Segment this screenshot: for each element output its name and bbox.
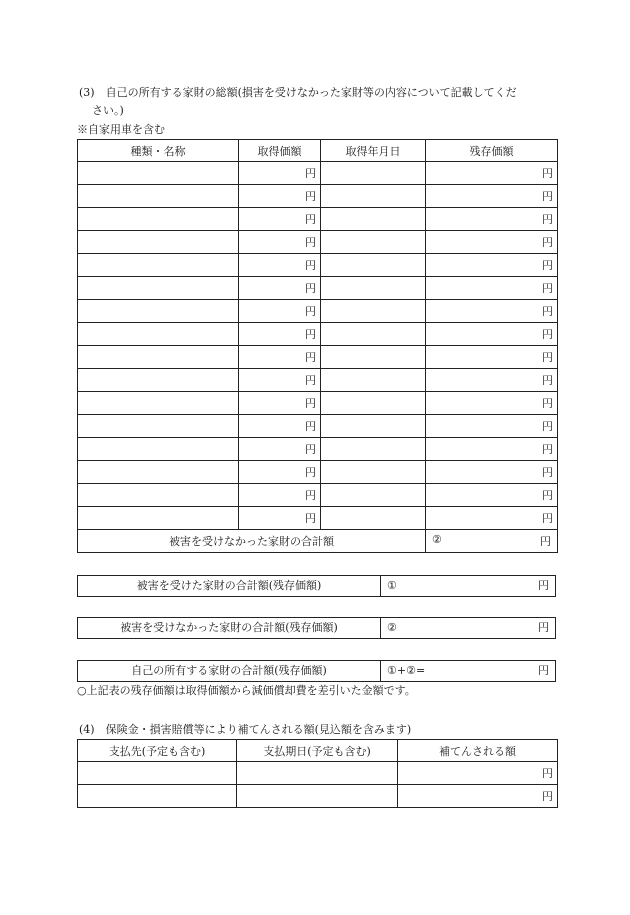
cell-acquisition-date[interactable] <box>321 323 426 346</box>
cell-residual-value[interactable] <box>426 208 558 231</box>
cell-acquisition-date[interactable] <box>321 277 426 300</box>
assets-table <box>77 139 558 553</box>
cell-residual-value[interactable] <box>426 185 558 208</box>
table-row <box>78 277 558 300</box>
cell-acquisition-date[interactable] <box>321 369 426 392</box>
cell-acquisition-price[interactable] <box>239 369 321 392</box>
cell-residual-value[interactable] <box>426 254 558 277</box>
unit-label: 円 <box>305 351 316 364</box>
cell-payer[interactable] <box>78 762 237 785</box>
cell-acquisition-price[interactable] <box>239 208 321 231</box>
cell-residual-value[interactable] <box>426 438 558 461</box>
total-label: 被害を受けなかった家財の合計額 <box>78 530 426 553</box>
unit-label: 円 <box>542 397 553 410</box>
unit-label: 円 <box>542 767 553 780</box>
cell-acquisition-price[interactable] <box>239 231 321 254</box>
summary-undamaged-unit: 円 <box>538 621 549 634</box>
cell-name[interactable] <box>78 461 239 484</box>
cell-acquisition-date[interactable] <box>321 392 426 415</box>
cell-residual-value[interactable] <box>426 461 558 484</box>
assets-table-header <box>78 140 558 162</box>
cell-compensated-amount[interactable] <box>398 785 558 808</box>
summary-owned-unit: 円 <box>538 664 549 677</box>
cell-name[interactable] <box>78 300 239 323</box>
cell-name[interactable] <box>78 162 239 185</box>
cell-name[interactable] <box>78 415 239 438</box>
cell-residual-value[interactable] <box>426 231 558 254</box>
unit-label: 円 <box>542 236 553 249</box>
unit-label: 円 <box>542 282 553 295</box>
cell-name[interactable] <box>78 392 239 415</box>
unit-label: 円 <box>542 328 553 341</box>
col-header-acquisition-date: 取得年月日 <box>321 140 426 162</box>
cell-acquisition-price[interactable] <box>239 392 321 415</box>
cell-acquisition-price[interactable] <box>239 254 321 277</box>
cell-residual-value[interactable] <box>426 507 558 530</box>
unit-label: 円 <box>542 443 553 456</box>
cell-acquisition-date[interactable] <box>321 438 426 461</box>
cell-acquisition-price[interactable] <box>239 323 321 346</box>
unit-label: 円 <box>542 374 553 387</box>
summary-damaged-label: 被害を受けた家財の合計額(残存価額) <box>78 576 381 596</box>
cell-residual-value[interactable] <box>426 277 558 300</box>
table-row <box>78 208 558 231</box>
unit-label: 円 <box>305 167 316 180</box>
cell-acquisition-date[interactable] <box>321 185 426 208</box>
cell-residual-value[interactable] <box>426 484 558 507</box>
unit-label: 円 <box>305 259 316 272</box>
table-row <box>78 346 558 369</box>
cell-payment-date[interactable] <box>237 785 398 808</box>
summary-owned-mark: ①+②= <box>387 664 426 677</box>
col-header-residual-value: 残存価額 <box>426 140 558 162</box>
summary-undamaged-label: 被害を受けなかった家財の合計額(残存価額) <box>78 618 381 638</box>
cell-acquisition-date[interactable] <box>321 254 426 277</box>
cell-residual-value[interactable] <box>426 369 558 392</box>
cell-acquisition-date[interactable] <box>321 461 426 484</box>
unit-label: 円 <box>305 489 316 502</box>
table-row <box>78 300 558 323</box>
cell-acquisition-price[interactable] <box>239 438 321 461</box>
cell-acquisition-price[interactable] <box>239 507 321 530</box>
cell-acquisition-date[interactable] <box>321 507 426 530</box>
cell-acquisition-date[interactable] <box>321 484 426 507</box>
section3-heading-line2: さい。) <box>92 104 124 117</box>
unit-label: 円 <box>542 351 553 364</box>
table-row <box>78 415 558 438</box>
cell-payer[interactable] <box>78 785 237 808</box>
total-unit: 円 <box>540 535 551 548</box>
unit-label: 円 <box>305 466 316 479</box>
cell-name[interactable] <box>78 231 239 254</box>
unit-label: 円 <box>305 190 316 203</box>
cell-name[interactable] <box>78 323 239 346</box>
cell-acquisition-date[interactable] <box>321 415 426 438</box>
summary-damaged-mark: ① <box>387 579 397 592</box>
table-row <box>78 254 558 277</box>
table-row <box>78 507 558 530</box>
summary-damaged-total <box>77 575 556 597</box>
section4-heading: (4) 保険金・損害賠償等により補てんされる額(見込額を含みます) <box>79 723 412 736</box>
cell-acquisition-price[interactable] <box>239 484 321 507</box>
table-row <box>78 484 558 507</box>
total-mark: ② <box>432 533 442 546</box>
unit-label: 円 <box>305 305 316 318</box>
cell-compensated-amount[interactable] <box>398 762 558 785</box>
unit-label: 円 <box>542 790 553 803</box>
cell-acquisition-date[interactable] <box>321 346 426 369</box>
total-value[interactable] <box>426 530 558 553</box>
cell-name[interactable] <box>78 438 239 461</box>
cell-acquisition-date[interactable] <box>321 231 426 254</box>
cell-residual-value[interactable] <box>426 300 558 323</box>
compensation-table <box>77 739 558 808</box>
cell-name[interactable] <box>78 369 239 392</box>
col-header-acquisition-price: 取得価額 <box>239 140 321 162</box>
cell-acquisition-date[interactable] <box>321 300 426 323</box>
section3-note: ※自家用車を含む <box>77 123 165 136</box>
unit-label: 円 <box>305 213 316 226</box>
table-total-row <box>78 530 558 553</box>
col-header-payer: 支払先(予定も含む) <box>78 740 237 762</box>
cell-residual-value[interactable] <box>426 346 558 369</box>
summary-damaged-unit: 円 <box>538 579 549 592</box>
summary-undamaged-mark: ② <box>387 621 397 634</box>
unit-label: 円 <box>542 213 553 226</box>
cell-acquisition-date[interactable] <box>321 162 426 185</box>
table-row <box>78 323 558 346</box>
col-header-name: 種類・名称 <box>78 140 239 162</box>
cell-name[interactable] <box>78 346 239 369</box>
unit-label: 円 <box>305 236 316 249</box>
unit-label: 円 <box>542 489 553 502</box>
cell-acquisition-price[interactable] <box>239 300 321 323</box>
table-row <box>78 185 558 208</box>
cell-name[interactable] <box>78 484 239 507</box>
cell-acquisition-price[interactable] <box>239 346 321 369</box>
table-row <box>78 438 558 461</box>
table-row <box>78 231 558 254</box>
col-header-compensated-amount: 補てんされる額 <box>398 740 558 762</box>
cell-residual-value[interactable] <box>426 415 558 438</box>
cell-residual-value[interactable] <box>426 162 558 185</box>
unit-label: 円 <box>542 190 553 203</box>
cell-acquisition-price[interactable] <box>239 461 321 484</box>
unit-label: 円 <box>542 259 553 272</box>
cell-name[interactable] <box>78 254 239 277</box>
cell-name[interactable] <box>78 277 239 300</box>
unit-label: 円 <box>542 466 553 479</box>
summary-owned-label: 自己の所有する家財の合計額(残存価額) <box>78 661 381 681</box>
unit-label: 円 <box>305 374 316 387</box>
compensation-table-header <box>78 740 558 762</box>
cell-name[interactable] <box>78 185 239 208</box>
cell-acquisition-price[interactable] <box>239 277 321 300</box>
table-row <box>78 369 558 392</box>
table-row <box>78 461 558 484</box>
unit-label: 円 <box>305 512 316 525</box>
table-row <box>78 162 558 185</box>
unit-label: 円 <box>542 420 553 433</box>
table-row <box>78 785 558 808</box>
section3-heading-line1: (3) 自己の所有する家財の総額(損害を受けなかった家財等の内容について記載してくだ <box>79 86 517 99</box>
table-row <box>78 392 558 415</box>
summary-owned-total <box>77 660 556 682</box>
unit-label: 円 <box>542 167 553 180</box>
unit-label: 円 <box>305 397 316 410</box>
cell-name[interactable] <box>78 208 239 231</box>
unit-label: 円 <box>305 282 316 295</box>
unit-label: 円 <box>542 512 553 525</box>
summary-note: ○上記表の残存価額は取得価額から減価償却費を差引いた金額です。 <box>77 684 416 697</box>
unit-label: 円 <box>542 305 553 318</box>
cell-acquisition-price[interactable] <box>239 162 321 185</box>
table-row <box>78 762 558 785</box>
cell-acquisition-date[interactable] <box>321 208 426 231</box>
cell-name[interactable] <box>78 507 239 530</box>
unit-label: 円 <box>305 443 316 456</box>
col-header-payment-date: 支払期日(予定も含む) <box>237 740 398 762</box>
cell-residual-value[interactable] <box>426 392 558 415</box>
unit-label: 円 <box>305 420 316 433</box>
unit-label: 円 <box>305 328 316 341</box>
cell-acquisition-price[interactable] <box>239 415 321 438</box>
cell-residual-value[interactable] <box>426 323 558 346</box>
cell-acquisition-price[interactable] <box>239 185 321 208</box>
cell-payment-date[interactable] <box>237 762 398 785</box>
summary-undamaged-total <box>77 617 556 639</box>
